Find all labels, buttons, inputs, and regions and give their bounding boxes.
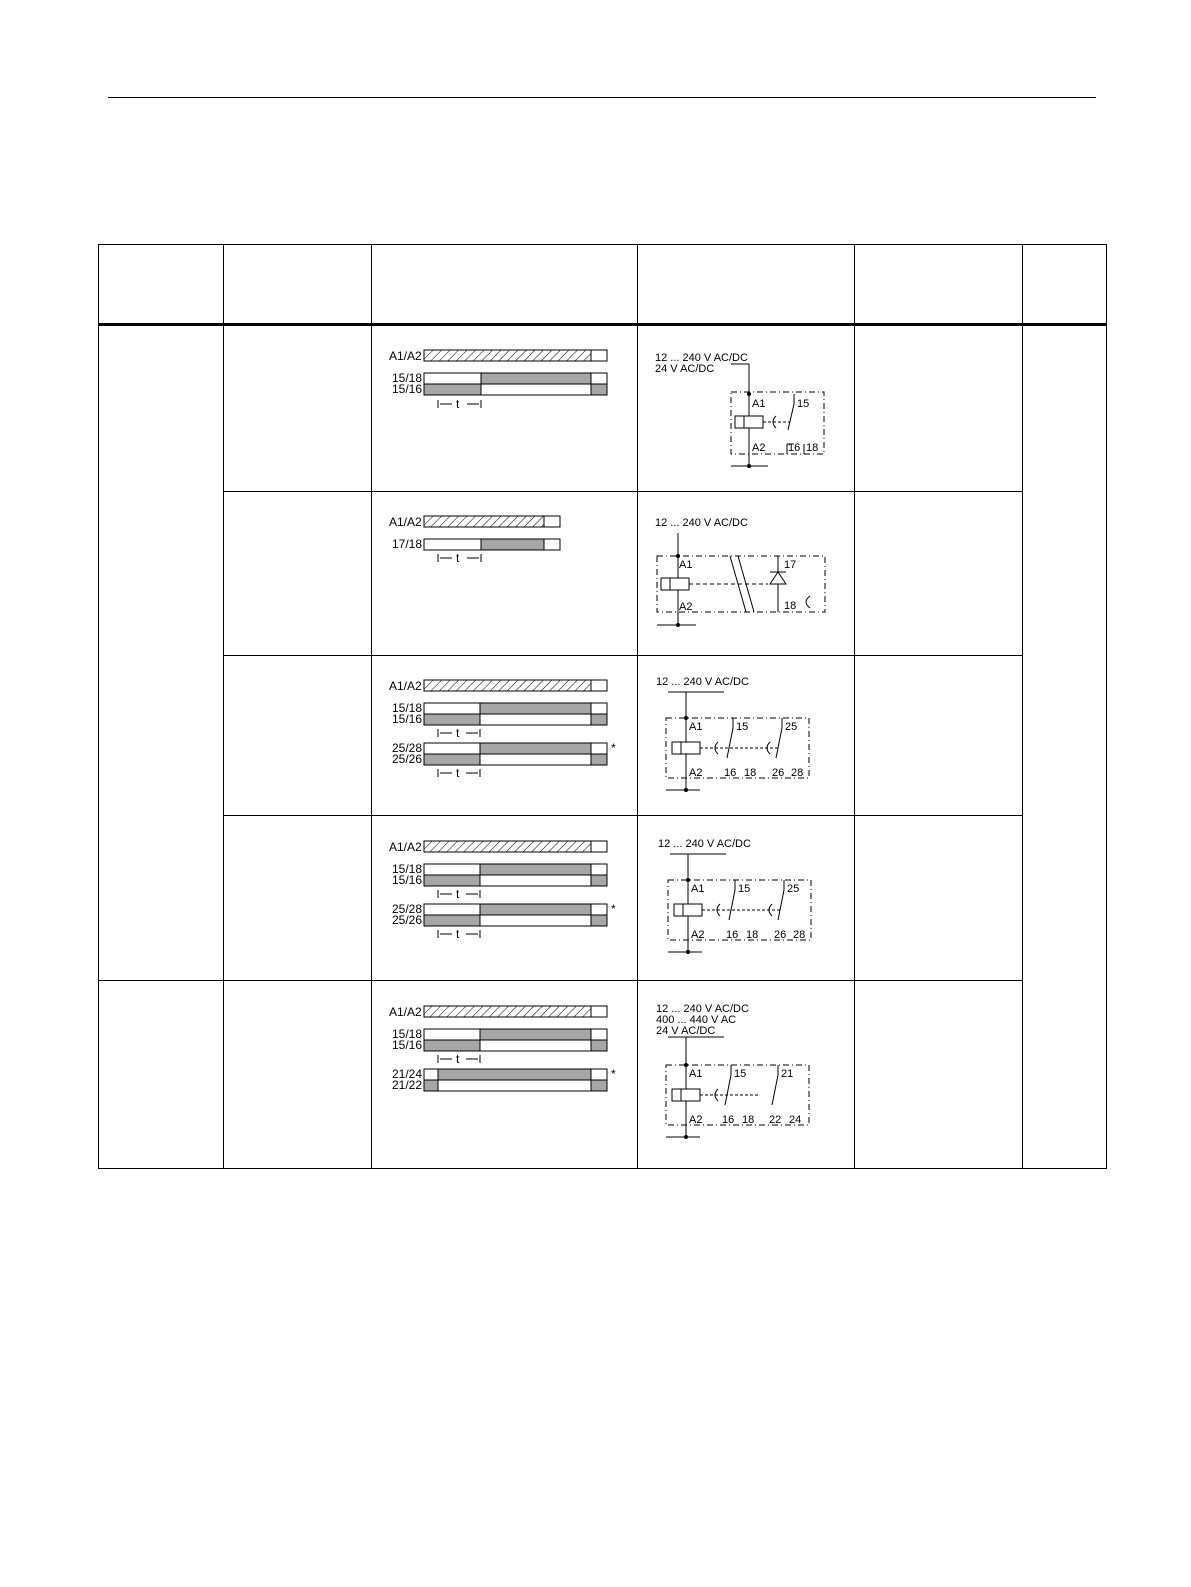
table-cell: [855, 492, 1023, 656]
timing-label: 15/18: [392, 862, 423, 876]
terminal-label: 18: [806, 442, 819, 454]
header-cell: [99, 245, 224, 325]
circuit-diagram: [638, 816, 853, 975]
terminal-label: A2: [691, 929, 705, 941]
table-cell: [224, 492, 372, 656]
table-row: [99, 981, 1107, 1169]
table-row: [99, 656, 1107, 816]
timing-label: 21/24: [392, 1067, 423, 1081]
timing-label: A1/A2: [389, 679, 422, 693]
terminal-label: 15: [738, 883, 751, 895]
terminal-label: 28: [791, 767, 804, 779]
terminal-label: 26: [772, 767, 785, 779]
timing-label: 15/16: [392, 873, 423, 887]
terminal-label: 22: [769, 1114, 782, 1126]
table-cell: [224, 816, 372, 981]
voltage-label: 12 ... 240 V AC/DC: [656, 676, 749, 688]
timing-label: 21/22: [392, 1078, 423, 1092]
header-cell: [855, 245, 1023, 325]
timing-label: 15/16: [392, 382, 423, 396]
time-label: t: [456, 1052, 460, 1066]
timing-label: 25/28: [392, 741, 423, 755]
circuit-diagram: [638, 981, 853, 1163]
terminal-label: A2: [689, 767, 703, 779]
table-cell: [224, 981, 372, 1169]
timing-label: 15/18: [392, 371, 423, 385]
timing-diagram-cell: [372, 656, 638, 816]
time-label: t: [456, 766, 460, 780]
table-cell: [1023, 325, 1107, 1169]
table-row: [99, 492, 1107, 656]
terminal-label: A1: [689, 1068, 703, 1080]
timing-label: A1/A2: [389, 1005, 422, 1019]
voltage-label: 12 ... 240 V AC/DC: [655, 517, 748, 529]
timing-diagram-cell: [372, 816, 638, 981]
terminal-label: A1: [679, 559, 693, 571]
timing-diagram: [372, 981, 636, 1163]
terminal-label: 18: [784, 600, 797, 612]
terminal-label: 15: [736, 721, 749, 733]
timing-diagram: [372, 816, 636, 975]
voltage-label: 12 ... 240 V AC/DC: [658, 838, 751, 850]
circuit-diagram-cell: [638, 656, 855, 816]
header-cell: [372, 245, 638, 325]
terminal-label: 17: [784, 559, 797, 571]
terminal-label: 25: [785, 721, 798, 733]
timing-diagram: [372, 656, 636, 810]
table-cell: [855, 325, 1023, 492]
terminal-label: 16: [788, 442, 801, 454]
timing-diagram: [372, 326, 636, 486]
timing-label: 15/16: [392, 712, 423, 726]
table-header-row: [99, 245, 1107, 325]
circuit-diagram-cell: [638, 816, 855, 981]
table-cell: [855, 981, 1023, 1169]
voltage-label: 24 V AC/DC: [655, 363, 715, 375]
asterisk: *: [611, 741, 616, 755]
terminal-label: A2: [679, 601, 693, 613]
terminal-label: A1: [689, 721, 703, 733]
table-cell: [855, 816, 1023, 981]
timing-label: 15/18: [392, 701, 423, 715]
header-cell: [1023, 245, 1107, 325]
timing-diagram-cell: [372, 492, 638, 656]
timing-diagram-cell: [372, 981, 638, 1169]
circuit-diagram-cell: [638, 325, 855, 492]
timing-label: 25/28: [392, 902, 423, 916]
terminal-label: 16: [722, 1114, 735, 1126]
group-cell: [99, 325, 224, 981]
circuit-diagram: [638, 656, 853, 810]
terminal-label: A1: [691, 883, 705, 895]
terminal-label: 18: [742, 1114, 755, 1126]
terminal-label: 26: [774, 929, 787, 941]
voltage-label: 12 ... 240 V AC/DC: [655, 352, 748, 364]
voltage-label: 24 V AC/DC: [656, 1025, 716, 1037]
timing-diagram: [372, 492, 636, 650]
timing-label: 17/18: [392, 537, 423, 551]
timing-label: 25/26: [392, 913, 423, 927]
terminal-label: 21: [781, 1068, 794, 1080]
terminal-label: 28: [793, 929, 806, 941]
header-cell: [638, 245, 855, 325]
circuit-diagram: [638, 326, 853, 486]
time-label: t: [456, 887, 460, 901]
terminal-label: A2: [689, 1114, 703, 1126]
terminal-label: A2: [752, 442, 766, 454]
timing-relay-table: [98, 244, 1107, 1169]
timing-label: 15/18: [392, 1027, 423, 1041]
group-cell: [99, 981, 224, 1169]
header-cell: [224, 245, 372, 325]
time-label: t: [456, 927, 460, 941]
terminal-label: 15: [734, 1068, 747, 1080]
terminal-label: 18: [746, 929, 759, 941]
table-row: [99, 325, 1107, 492]
timing-label: 15/16: [392, 1038, 423, 1052]
circuit-diagram-cell: [638, 981, 855, 1169]
timing-label: 25/26: [392, 752, 423, 766]
table-row: [99, 816, 1107, 981]
table-cell: [855, 656, 1023, 816]
timing-label: A1/A2: [389, 840, 422, 854]
header-rule: [108, 97, 1096, 98]
timing-label: A1/A2: [389, 349, 422, 363]
timing-label: A1/A2: [389, 515, 422, 529]
time-label: t: [456, 551, 460, 565]
asterisk: *: [611, 902, 616, 916]
terminal-label: A1: [752, 398, 766, 410]
time-label: t: [456, 726, 460, 740]
time-label: t: [456, 397, 460, 411]
terminal-label: 24: [789, 1114, 802, 1126]
timing-diagram-cell: [372, 325, 638, 492]
circuit-diagram-cell: [638, 492, 855, 656]
terminal-label: 18: [744, 767, 757, 779]
table-cell: [224, 656, 372, 816]
terminal-label: 15: [797, 398, 810, 410]
circuit-diagram: [638, 492, 853, 650]
asterisk: *: [611, 1067, 616, 1081]
voltage-label: 12 ... 240 V AC/DC: [656, 1003, 749, 1015]
table-cell: [224, 325, 372, 492]
terminal-label: 16: [724, 767, 737, 779]
terminal-label: 16: [726, 929, 739, 941]
voltage-label: 400 ... 440 V AC: [656, 1014, 737, 1026]
terminal-label: 25: [787, 883, 800, 895]
